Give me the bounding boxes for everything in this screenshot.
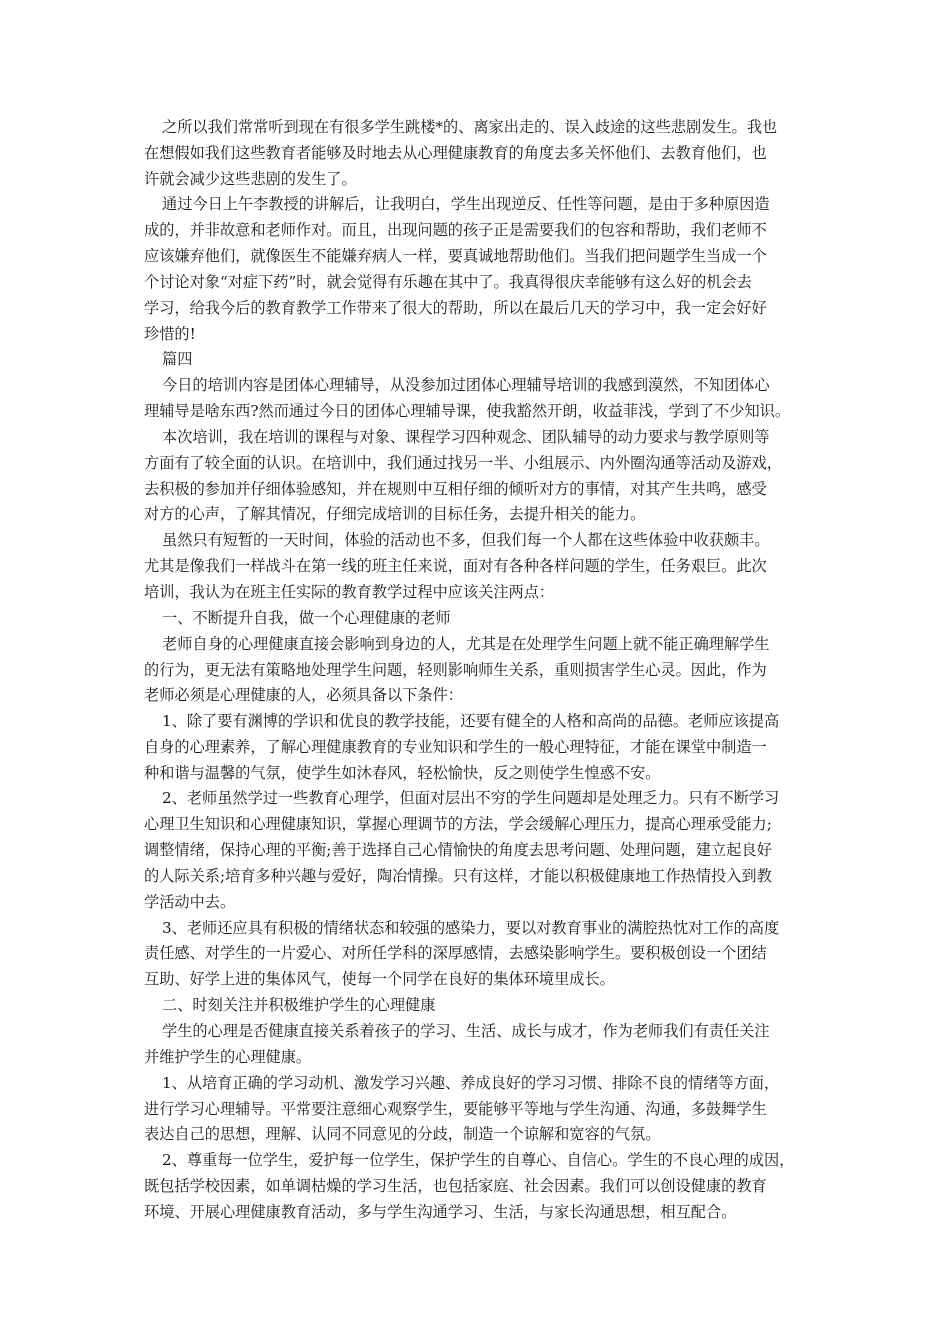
text-line: 心理卫生知识和心理健康知识，掌握心理调节的方法，学会缓解心理压力，提高心理承受能力; bbox=[144, 815, 772, 833]
text-line: 2、尊重每一位学生，爱护每一位学生，保护学生的自尊心、自信心。学生的不良心理的成因， bbox=[162, 1151, 795, 1169]
text-line: 的人际关系;培育多种兴趣与爱好，陶冶情操。只有这样，才能以积极健康地工作热情投入到教 bbox=[144, 867, 772, 885]
text-line: 既包括学校因素，如单调枯燥的学习生活，也包括家庭、社会因素。我们可以创设健康的教育 bbox=[144, 1177, 767, 1195]
text-line: 学活动中去。 bbox=[144, 893, 236, 911]
text-line: 学生的心理是否健康直接关系着孩子的学习、生活、成长与成才，作为老师我们有责任关注 bbox=[162, 1022, 770, 1040]
text-line: 的行为，更无法有策略地处理学生问题，轻则影响师生关系，重则损害学生心灵。因此，作为 bbox=[144, 661, 767, 679]
text-line: 表达自己的思想，理解、认同不同意见的分歧，制造一个谅解和宽容的气氛。 bbox=[144, 1125, 661, 1143]
text-line: 环境、开展心理健康教育活动，多与学生沟通学习、生活，与家长沟通思想，相互配合。 bbox=[144, 1203, 737, 1221]
text-line: 3、老师还应具有积极的情绪状态和较强的感染力，要以对教育事业的满腔热忱对工作的高度 bbox=[162, 919, 780, 937]
text-line: 尤其是像我们一样战斗在第一线的班主任来说，面对有各种各样问题的学生，任务艰巨。此次 bbox=[144, 557, 767, 575]
text-line: 老师必须是心理健康的人，必须具备以下条件： bbox=[144, 686, 463, 704]
text-line: 1、除了要有渊博的学识和优良的教学技能，还要有健全的人格和高尚的品德。老师应该提高 bbox=[162, 712, 780, 730]
text-line: 进行学习心理辅导。平常要注意细心观察学生，要能够平等地与学生沟通、沟通，多鼓舞学生 bbox=[144, 1100, 767, 1118]
text-line: 个讨论对象“对症下药”时，就会觉得有乐趣在其中了。我真得很庆幸能够有这么好的机会去 bbox=[144, 273, 752, 291]
text-line: 理辅导是啥东西?然而通过今日的团体心理辅导课，使我豁然开朗，收益菲浅，学到了不少知识。 bbox=[144, 402, 791, 420]
text-line: 老师自身的心理健康直接会影响到身边的人，尤其是在处理学生问题上就不能正确理解学生 bbox=[162, 635, 770, 653]
text-line: 学习，给我今后的教育教学工作带来了很大的帮助，所以在最后几天的学习中，我一定会好好 bbox=[144, 299, 767, 317]
text-line: 本次培训，我在培训的课程与对象、课程学习四种观念、团队辅导的动力要求与教学原则等 bbox=[162, 428, 770, 446]
text-line: 调整情绪，保持心理的平衡;善于选择自己心情愉快的角度去思考问题、处理问题，建立起良好 bbox=[144, 841, 772, 859]
text-line: 今日的培训内容是团体心理辅导，从没参加过团体心理辅导培训的我感到漠然，不知团体心 bbox=[162, 376, 770, 394]
text-line: 通过今日上午李教授的讲解后，让我明白，学生出现逆反、任性等问题，是由于多种原因造 bbox=[162, 195, 770, 213]
text-line: 去积极的参加并仔细体验感知，并在规则中互相仔细的倾听对方的事情，对其产生共鸣，感受 bbox=[144, 480, 767, 498]
text-line: 一、不断提升自我，做一个心理健康的老师 bbox=[162, 609, 451, 627]
text-line: 互助、好学上进的集体风气，使每一个同学在良好的集体环境里成长。 bbox=[144, 970, 615, 988]
text-line: 在想假如我们这些教育者能够及时地去从心理健康教育的角度去多关怀他们、去教育他们，也 bbox=[144, 144, 767, 162]
text-line: 责任感、对学生的一片爱心、对所任学科的深厚感情，去感染影响学生。要积极创设一个团结 bbox=[144, 944, 767, 962]
text-line: 之所以我们常常听到现在有很多学生跳楼*的、离家出走的、误入歧途的这些悲剧发生。我也 bbox=[162, 118, 778, 136]
text-line: 许就会减少这些悲剧的发生了。 bbox=[144, 170, 357, 188]
text-line: 虽然只有短暂的一天时间，体验的活动也不多，但我们每一个人都在这些体验中收获颇丰。 bbox=[162, 531, 770, 549]
text-line: 自身的心理素养，了解心理健康教育的专业知识和学生的一般心理特征，才能在课堂中制造一 bbox=[144, 738, 767, 756]
text-line: 并维护学生的心理健康。 bbox=[144, 1048, 312, 1066]
text-line: 二、时刻关注并积极维护学生的心理健康 bbox=[162, 996, 436, 1014]
text-line: 成的，并非故意和老师作对。而且，出现问题的孩子正是需要我们的包容和帮助，我们老师不 bbox=[144, 221, 767, 239]
text-line: 对方的心声，了解其情况，仔细完成培训的目标任务，去提升相关的能力。 bbox=[144, 505, 646, 523]
text-line: 种和谐与温馨的气氛，使学生如沐春风，轻松愉快，反之则使学生惶惑不安。 bbox=[144, 764, 661, 782]
text-line: 珍惜的! bbox=[144, 325, 196, 343]
text-line: 培训，我认为在班主任实际的教育教学过程中应该关注两点： bbox=[144, 583, 555, 601]
text-line: 方面有了较全面的认识。在培训中，我们通过找另一半、小组展示、内外圈沟通等活动及游戏， bbox=[144, 454, 782, 472]
text-line: 2、老师虽然学过一些教育心理学，但面对层出不穷的学生问题却是处理乏力。只有不断学习 bbox=[162, 789, 780, 807]
text-line: 篇四 bbox=[162, 350, 193, 368]
text-line: 应该嫌弃他们，就像医生不能嫌弃病人一样，要真诚地帮助他们。当我们把问题学生当成一个 bbox=[144, 247, 767, 265]
text-line: 1、从培育正确的学习动机、激发学习兴趣、养成良好的学习习惯、排除不良的情绪等方面， bbox=[162, 1074, 780, 1092]
